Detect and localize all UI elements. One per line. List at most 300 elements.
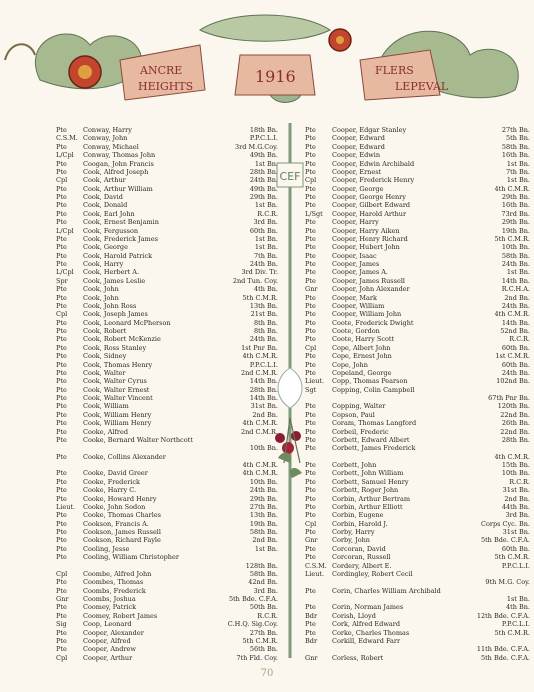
- entry-unit: 22nd Bn.: [500, 427, 530, 436]
- roll-entry: [56, 227, 278, 235]
- entry-rank: Pte: [56, 126, 67, 134]
- entry-rank: Pte: [305, 251, 316, 260]
- entry-name: Cook, Herbert A.: [83, 268, 140, 277]
- entry-unit: 9th M.G. Coy.: [485, 578, 530, 587]
- entry-rank: Pte: [305, 628, 316, 637]
- entry-unit: 1st Bn.: [254, 159, 278, 168]
- entry-unit: 1st Bn.: [254, 544, 278, 553]
- roll-entry: [305, 168, 530, 176]
- roll-entry: [56, 478, 278, 486]
- entry-unit: 1st Bn.: [506, 176, 530, 185]
- entry-unit: 2nd Tun. Coy.: [232, 276, 278, 285]
- entry-rank: Pte: [56, 327, 67, 335]
- roll-entry: [56, 419, 278, 427]
- roll-entry: [56, 511, 278, 519]
- entry-rank: Lieut.: [305, 569, 325, 578]
- entry-name: Cook, John: [83, 285, 119, 294]
- roll-entry: [56, 469, 278, 477]
- roll-entry: [56, 645, 278, 653]
- entry-name: Cookson, Francis A.: [83, 519, 149, 528]
- entry-rank: Pte: [305, 511, 316, 520]
- entry-unit: 58th Bn.: [501, 142, 530, 151]
- entry-name: Cooper, Frederick Henry: [332, 176, 415, 185]
- roll-entry: [305, 637, 530, 645]
- roll-entry: [305, 151, 530, 159]
- entry-rank: Pte: [56, 209, 67, 218]
- entry-rank: Pte: [56, 243, 67, 252]
- entry-name: Cooper, Edgar Stanley: [332, 126, 407, 134]
- entry-unit: 4th C.M.R.: [494, 184, 530, 193]
- entry-rank: Pte: [305, 603, 316, 612]
- roll-entry: [305, 545, 530, 553]
- entry-rank: Cpl: [56, 653, 68, 662]
- entry-name: Corbett, Roger John: [332, 486, 399, 495]
- roll-entry: [305, 285, 530, 293]
- entry-unit: 4th C.M.R.: [242, 461, 278, 469]
- roll-entry: [305, 302, 530, 310]
- roll-entry: [56, 553, 278, 561]
- entry-rank: Pte: [305, 427, 316, 436]
- entry-name: Coogan, John Francis: [83, 159, 154, 168]
- entry-unit: 13th Bn.: [249, 301, 278, 310]
- roll-entry: [305, 503, 530, 511]
- entry-unit: 2nd Bn.: [252, 410, 278, 419]
- entry-name: Cooper, James: [332, 260, 380, 268]
- entry-rank: Gnr: [305, 536, 318, 545]
- entry-rank: Pte: [305, 469, 316, 478]
- entry-unit: 128th Bn.: [245, 561, 278, 570]
- entry-unit: 56th Bn.: [249, 645, 278, 654]
- entry-rank: Pte: [305, 502, 316, 511]
- entry-unit: 15th Bn.: [501, 461, 530, 469]
- entry-unit: R.C.R.: [509, 335, 530, 344]
- banner-text-flers: FLERS: [375, 64, 414, 77]
- entry-unit: 14th Bn.: [249, 394, 278, 402]
- entry-rank: Pte: [305, 435, 316, 444]
- entry-name: Corkill, Edward Farr: [332, 636, 401, 645]
- entry-name: Cordery, Albert E.: [332, 561, 392, 570]
- roll-entry: [305, 520, 530, 528]
- entry-rank: Pte: [305, 360, 316, 369]
- entry-unit: 7th Bn.: [505, 167, 530, 176]
- entry-name: Cook, John: [83, 293, 119, 302]
- entry-name: Coombs, Joshua: [83, 595, 136, 603]
- entry-rank: Pte: [56, 553, 67, 562]
- entry-name: Corcoran, David: [332, 544, 386, 553]
- entry-unit: 24th Bn.: [501, 368, 530, 377]
- entry-rank: Pte: [305, 620, 316, 629]
- entry-rank: Pte: [56, 394, 67, 402]
- entry-name: Cooling, Jesse: [83, 544, 130, 553]
- entry-name: Corless, Robert: [332, 653, 384, 662]
- entry-unit: 4th Bn.: [505, 603, 530, 612]
- entry-rank: Pte: [56, 293, 67, 302]
- entry-name: Corke, Charles Thomas: [332, 628, 410, 637]
- roll-entry: [305, 335, 530, 343]
- roll-entry: [56, 310, 278, 318]
- entry-unit: 29th Bn.: [249, 193, 278, 201]
- entry-unit: 21st Bn.: [250, 310, 278, 319]
- roll-entry: [56, 285, 278, 293]
- entry-name: Cooper, John Alexander: [332, 285, 410, 294]
- entry-unit: 5th Bde. C.F.A.: [480, 653, 530, 662]
- roll-entry: [56, 235, 278, 243]
- entry-rank: Pte: [56, 586, 67, 595]
- entry-rank: Pte: [305, 544, 316, 553]
- entry-unit: 120th Bn.: [497, 402, 530, 411]
- entry-unit: 4th C.M.R.: [494, 452, 530, 461]
- entry-name: Cooper, William: [332, 301, 385, 310]
- entry-name: Coote, Harry Scott: [332, 335, 395, 344]
- roll-entry: [305, 654, 530, 662]
- roll-entry: [305, 344, 530, 352]
- roll-entry: [56, 620, 278, 628]
- entry-rank: Cpl: [56, 310, 68, 319]
- roll-entry: [305, 243, 530, 251]
- entry-name: Copson, Paul: [332, 410, 375, 419]
- roll-entry: [56, 210, 278, 218]
- entry-unit: 3rd Div. Tr.: [241, 268, 278, 277]
- roll-entry: [56, 335, 278, 343]
- entry-rank: Pte: [56, 536, 67, 545]
- entry-rank: Pte: [305, 444, 316, 453]
- entry-rank: Pte: [305, 126, 316, 134]
- roll-entry: [56, 453, 278, 461]
- entry-unit: 49th Bn.: [249, 184, 278, 193]
- entry-rank: Pte: [56, 343, 67, 352]
- entry-rank: Pte: [56, 645, 67, 654]
- roll-entry: [56, 603, 278, 611]
- entry-rank: L/Cpl: [56, 151, 74, 160]
- roll-entry: [56, 126, 278, 134]
- entry-rank: Pte: [56, 402, 67, 411]
- entry-rank: Pte: [305, 586, 316, 595]
- roll-entry: [56, 369, 278, 377]
- entry-name: Cook, William Henry: [83, 419, 152, 428]
- entry-unit: 10th Bn.: [501, 243, 530, 252]
- entry-unit: 26th Bn.: [501, 419, 530, 428]
- banner-text-lepeval: LEPEVAL: [395, 80, 449, 93]
- entry-name: Cooper, Gilbert Edward: [332, 201, 411, 210]
- entry-name: Cope, Ernest John: [332, 352, 392, 361]
- entry-unit: 27th Bn.: [249, 502, 278, 511]
- entry-rank: Pte: [305, 352, 316, 361]
- entry-unit: 4th C.M.R.: [242, 469, 278, 478]
- entry-name: Cooper, Harry: [332, 218, 379, 227]
- entry-name: Cope, Albert John: [332, 343, 391, 352]
- entry-name: Corbeil, Frederic: [332, 427, 389, 436]
- entry-name: Cook, Arthur: [83, 176, 126, 185]
- entry-unit: P.P.C.L.I.: [249, 134, 278, 143]
- entry-rank: Pte: [305, 419, 316, 428]
- entry-name: Cooper, Alfred: [83, 636, 131, 645]
- entry-rank: Pte: [56, 452, 67, 461]
- entry-unit: 16th Bn.: [501, 151, 530, 160]
- entry-rank: Pte: [305, 327, 316, 335]
- entry-unit: Corps Cyc. Bn.: [480, 519, 530, 528]
- roll-entry: [305, 386, 530, 394]
- roll-entry: [56, 428, 278, 436]
- entry-rank: Pte: [56, 184, 67, 193]
- entry-rank: Cpl: [56, 176, 68, 185]
- entry-unit: 24th Bn.: [501, 260, 530, 268]
- entry-rank: Pte: [56, 285, 67, 294]
- roll-entry: [56, 260, 278, 268]
- entry-unit: 14th Bn.: [501, 318, 530, 327]
- entry-name: Coomey, Patrick: [83, 603, 137, 612]
- entry-rank: Pte: [56, 260, 67, 268]
- entry-rank: Pte: [305, 184, 316, 193]
- entry-name: Corby, Harry: [332, 528, 375, 536]
- entry-name: Cook, Earl John: [83, 209, 135, 218]
- entry-unit: 50th Bn.: [249, 603, 278, 612]
- entry-unit: 2nd C.M.R.: [240, 368, 278, 377]
- roll-entry: [305, 185, 530, 193]
- entry-name: Cook, James Leslie: [83, 276, 146, 285]
- roll-entry: [56, 436, 278, 444]
- entry-rank: Pte: [305, 268, 316, 277]
- entry-name: Cooper, Harold Arthur: [332, 209, 407, 218]
- roll-entry: [305, 428, 530, 436]
- entry-rank: Pte: [305, 461, 316, 469]
- entry-rank: Pte: [305, 318, 316, 327]
- entry-rank: L/Cpl: [56, 226, 74, 235]
- entry-rank: Pte: [56, 628, 67, 637]
- entry-unit: 14th Bn.: [249, 377, 278, 386]
- entry-rank: Gnr: [305, 653, 318, 662]
- entry-name: Corcoran, Russell: [332, 553, 391, 562]
- entry-rank: Pte: [305, 528, 316, 536]
- entry-unit: P.P.C.L.I.: [501, 620, 530, 629]
- entry-name: Cooke, Alfred: [83, 427, 129, 436]
- entry-rank: Pte: [56, 193, 67, 201]
- entry-unit: 31st Bn.: [250, 402, 278, 411]
- entry-unit: 1st Pnr Bn.: [241, 343, 278, 352]
- roll-entry: [56, 327, 278, 335]
- roll-entry: [305, 478, 530, 486]
- entry-unit: 5th Bde. C.F.A.: [228, 595, 278, 603]
- entry-unit: 58th Bn.: [249, 528, 278, 536]
- entry-rank: Cpl: [56, 569, 68, 578]
- entry-name: Cooper, Mark: [332, 293, 377, 302]
- entry-name: Cooke, Frederick: [83, 477, 140, 486]
- entry-name: Cook, Sidney: [83, 352, 127, 361]
- roll-entry: [56, 168, 278, 176]
- entry-name: Copeland, George: [332, 368, 392, 377]
- entry-rank: Lieut.: [305, 377, 325, 386]
- entry-rank: Bdr: [305, 611, 318, 620]
- entry-name: Cooke, Collins Alexander: [83, 452, 166, 461]
- entry-rank: Pte: [305, 167, 316, 176]
- entry-name: Cooke, Harry C.: [83, 486, 137, 495]
- entry-unit: R.C.R.: [257, 209, 278, 218]
- entry-unit: 73rd Bn.: [501, 209, 530, 218]
- entry-unit: 24th Bn.: [249, 486, 278, 495]
- entry-unit: 28th Bn.: [501, 435, 530, 444]
- entry-unit: 4th C.M.R.: [242, 419, 278, 428]
- roll-entry: [305, 536, 530, 544]
- entry-unit: 2nd C.M.R.: [240, 427, 278, 436]
- roll-entry: [305, 176, 530, 184]
- entry-unit: 10th Bn.: [501, 469, 530, 478]
- entry-name: Corby, John: [332, 536, 370, 545]
- entry-unit: 102nd Bn.: [496, 377, 530, 386]
- roll-entry: [305, 260, 530, 268]
- entry-unit: C.H.Q. Sig.Coy.: [227, 620, 278, 629]
- entry-unit: 29th Bn.: [501, 193, 530, 201]
- entry-name: Cooper, Isaac: [332, 251, 377, 260]
- entry-rank: Pte: [56, 167, 67, 176]
- entry-name: Coombes, Thomas: [83, 578, 144, 587]
- entry-name: Cook, Walter: [83, 368, 126, 377]
- entry-name: Cooper, Andrew: [83, 645, 136, 654]
- entry-unit: 60th Bn.: [501, 544, 530, 553]
- entry-unit: 12th Bde. C.F.A.: [476, 611, 530, 620]
- entry-name: Cope, John: [332, 360, 368, 369]
- entry-unit: R.C.H.A.: [501, 285, 530, 294]
- left-column: [56, 126, 278, 662]
- entry-rank: Pte: [56, 469, 67, 478]
- entry-unit: 8th Bn.: [253, 318, 278, 327]
- cef-emblem: CEF: [279, 170, 301, 183]
- entry-rank: Pte: [56, 377, 67, 386]
- entry-unit: 16th Bn.: [501, 201, 530, 210]
- entry-unit: 60th Bn.: [249, 226, 278, 235]
- roll-entry: [56, 361, 278, 369]
- entry-name: Coote, Gordon: [332, 327, 380, 335]
- entry-name: Cooper, Arthur: [83, 653, 133, 662]
- roll-entry: [305, 620, 530, 628]
- entry-unit: 1st Bn.: [254, 234, 278, 243]
- entry-name: Cook, Arthur William: [83, 184, 153, 193]
- entry-name: Conway, Michael: [83, 142, 139, 151]
- entry-rank: Pte: [56, 360, 67, 369]
- entry-rank: Pte: [305, 193, 316, 201]
- entry-unit: 5th C.M.R.: [494, 234, 530, 243]
- roll-entry: [305, 528, 530, 536]
- roll-entry: [56, 461, 278, 469]
- entry-rank: Pte: [56, 636, 67, 645]
- roll-entry: [305, 277, 530, 285]
- roll-entry: [56, 520, 278, 528]
- entry-unit: 11th Bde. C.F.A.: [476, 645, 530, 654]
- entry-unit: 19th Bn.: [501, 226, 530, 235]
- roll-entry: [305, 218, 530, 226]
- roll-entry: [305, 603, 530, 611]
- entry-name: Cook, Frederick James: [83, 234, 159, 243]
- roll-entry: [305, 310, 530, 318]
- entry-rank: Pte: [56, 352, 67, 361]
- entry-unit: 4th Bn.: [253, 285, 278, 294]
- entry-name: Cook, William: [83, 402, 129, 411]
- roll-entry: [305, 444, 530, 452]
- entry-unit: P.P.C.L.I.: [501, 561, 530, 570]
- roll-entry: [56, 536, 278, 544]
- entry-name: Corbin, Eugene: [332, 511, 384, 520]
- roll-entry: [56, 218, 278, 226]
- entry-name: Cooper, Edward: [332, 142, 385, 151]
- roll-entry: [305, 126, 530, 134]
- entry-name: Cooper, Edward: [332, 134, 385, 143]
- entry-rank: Pte: [305, 226, 316, 235]
- entry-name: Cook, Walter Vincent: [83, 394, 153, 402]
- entry-unit: 5th Bde. C.F.A.: [480, 536, 530, 545]
- roll-entry: [56, 386, 278, 394]
- entry-rank: Pte: [305, 486, 316, 495]
- entry-unit: 29th Bn.: [249, 494, 278, 503]
- banner-text-ancre: ANCRE: [140, 64, 183, 77]
- entry-name: Cordingley, Robert Cecil: [332, 569, 413, 578]
- roll-entry: [305, 294, 530, 302]
- entry-unit: 42nd Bn.: [248, 578, 278, 587]
- entry-name: Corbett, James Frederick: [332, 444, 416, 453]
- entry-name: Cook, Thomas Henry: [83, 360, 153, 369]
- entry-name: Copping, Walter: [332, 402, 386, 411]
- entry-unit: R.C.R.: [509, 477, 530, 486]
- entry-rank: Pte: [56, 611, 67, 620]
- entry-rank: Pte: [56, 578, 67, 587]
- entry-name: Conway, Harry: [83, 126, 132, 134]
- entry-rank: Pte: [305, 310, 316, 319]
- roll-entry: [56, 570, 278, 578]
- roll-entry: [56, 486, 278, 494]
- roll-entry: [56, 394, 278, 402]
- banner-year: 1916: [255, 67, 296, 86]
- entry-name: Cooper, James Russell: [332, 276, 405, 285]
- entry-unit: 1st Bn.: [506, 268, 530, 277]
- roll-entry: [56, 612, 278, 620]
- roll-entry: [56, 587, 278, 595]
- column-divider-ornament: [274, 118, 306, 663]
- roll-entry: [56, 252, 278, 260]
- entry-unit: 31st Bn.: [502, 528, 530, 536]
- entry-rank: Bdr: [305, 636, 318, 645]
- roll-entry: [305, 227, 530, 235]
- entry-name: Cook, Donald: [83, 201, 128, 210]
- roll-entry: [305, 587, 530, 595]
- roll-entry: [56, 302, 278, 310]
- entry-rank: Pte: [56, 218, 67, 227]
- entry-unit: 31st Bn.: [502, 486, 530, 495]
- entry-name: Cooke, Thomas Charles: [83, 511, 161, 520]
- entry-unit: 1st C.M.R.: [495, 352, 530, 361]
- roll-entry: [56, 654, 278, 662]
- entry-name: Cooper, Harry Aiken: [332, 226, 400, 235]
- roll-entry: [305, 578, 530, 586]
- roll-entry: [305, 629, 530, 637]
- entry-name: Coomey, Robert James: [83, 611, 158, 620]
- entry-rank: C.S.M.: [56, 134, 78, 143]
- entry-rank: Pte: [305, 134, 316, 143]
- entry-name: Corbin, Arthur Bertram: [332, 494, 410, 503]
- entry-rank: Pte: [305, 142, 316, 151]
- roll-entry: [56, 344, 278, 352]
- roll-entry: [56, 319, 278, 327]
- entry-unit: 3rd Bn.: [505, 511, 530, 520]
- entry-unit: 3rd Bn.: [253, 218, 278, 227]
- roll-entry: [305, 377, 530, 385]
- entry-rank: Pte: [305, 218, 316, 227]
- entry-name: Cook, Leonard McPherson: [83, 318, 171, 327]
- entry-rank: Gnr: [56, 595, 69, 603]
- entry-name: Cooling, William Christopher: [83, 553, 179, 562]
- entry-rank: Pte: [305, 260, 316, 268]
- entry-name: Conway, John: [83, 134, 128, 143]
- entry-unit: 7th Fld. Coy.: [236, 653, 278, 662]
- entry-rank: Pte: [305, 368, 316, 377]
- roll-entry: [305, 193, 530, 201]
- roll-entry: [56, 193, 278, 201]
